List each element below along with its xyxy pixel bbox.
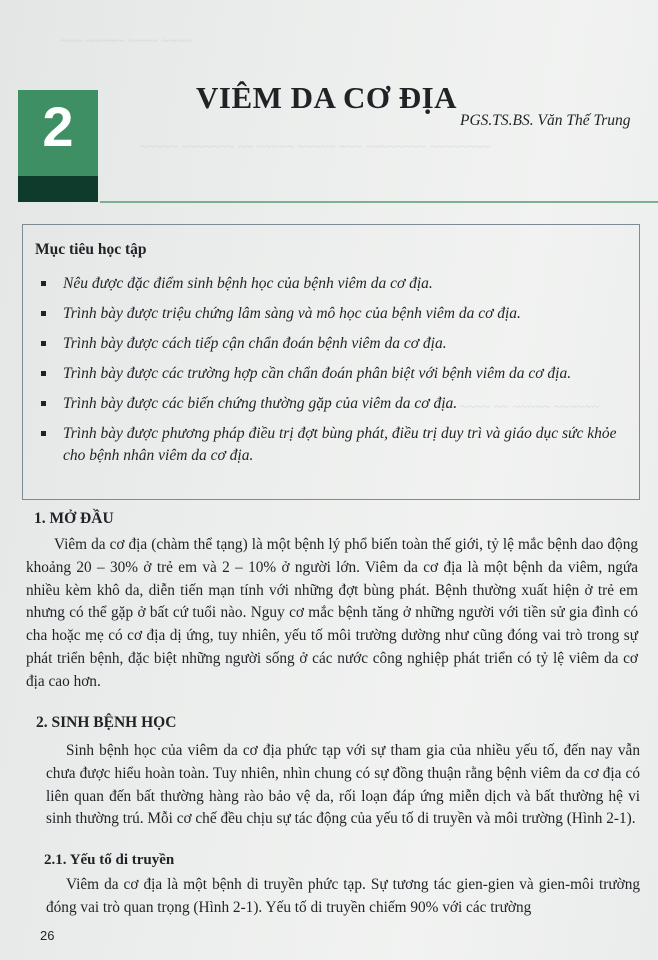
objective-item: Trình bày được triệu chứng lâm sàng và mô học của bệnh viêm da cơ địa. [63,303,633,325]
objective-item: Nêu được đặc điểm sinh bệnh học của bệnh viêm da cơ địa. [63,273,633,295]
bleed-through-text: ~~~~~ ~~~~~~~ ~~ ~~~~~ ~~~~~ ~~~ ~~~~~~~~ ~~~~~~~~ [140,140,491,155]
objectives-list [63,273,633,475]
bleed-through-text: ~~~~ ~~~ ~~~~ ~~ ~~~~~ ~~~~~~ [400,400,600,415]
bleed-through-text: ~~~ ~~~~~ ~~~~ ~~~~ [60,34,192,49]
chapter-number-block [18,90,98,202]
objective-item: Trình bày được cách tiếp cận chẩn đoán bệnh viêm da cơ địa. [63,333,633,355]
chapter-title: VIÊM DA CƠ ĐỊA [196,80,458,115]
chapter-author: PGS.TS.BS. Văn Thế Trung [460,112,631,129]
objective-item: Trình bày được các trường hợp cần chẩn đoán phân biệt với bệnh viêm da cơ địa. [63,363,633,385]
section-intro-paragraph: Viêm da cơ địa (chàm thể tạng) là một bệnh lý phổ biến toàn thế giới, tỷ lệ mắc bệnh dao động khoảng 20 – 30% ở trẻ em và 2 – 10% ở người lớn. Viêm da cơ địa là một bệnh da viêm, ngứa nhiều kèm khô da, diễn tiến mạn tính với những đợt bùng phát. Bệnh thường xuất hiện ở trẻ em nhưng có thể gặp ở bất cứ tuổi nào. Nguy cơ mắc bệnh tăng ở những người với tiền sử gia đình có cha hoặc mẹ có cơ địa dị ứng, tuy nhiên, yếu tố môi trường dường như cũng đóng vai trò trong sự phát triển bệnh, đặc biệt những người sống ở các nước công nghiệp phát triển có tỷ lệ viêm da cơ địa cao hơn. [26,536,638,690]
section-pathogenesis-paragraph: Sinh bệnh học của viêm da cơ địa phức tạp với sự tham gia của nhiều yếu tố, đến nay vẫn chưa được hiểu hoàn toàn. Tuy nhiên, nhìn chung có sự đồng thuận rằng bệnh viêm da cơ địa có liên quan đến bất thường hàng rào bảo vệ da, rối loạn đáp ứng miễn dịch và bất thường hệ vi sinh thường trú. Mỗi cơ chế đều chịu sự tác động của yếu tố di truyền và môi trường (Hình 2-1). [46,742,640,828]
section-heading-pathogenesis: 2. SINH BỆNH HỌC [36,714,177,731]
subsection-heading-genetics: 2.1. Yếu tố di truyền [44,852,175,868]
chapter-number: 2 [42,95,74,158]
objectives-heading: Mục tiêu học tập [35,241,147,258]
learning-objectives-box [22,224,640,500]
chapter-block-band [18,176,98,202]
page-number: 26 [40,928,55,943]
subsection-genetics-paragraph: Viêm da cơ địa là một bệnh di truyền phức tạp. Sự tương tác gien-gien và gien-môi trường đóng vai trò quan trọng (Hình 2-1). Yếu tố di truyền chiếm 90% với các trường [46,876,640,916]
objective-item: Trình bày được phương pháp điều trị đợt bùng phát, điều trị duy trì và giáo dục sức khỏe cho bệnh nhân viêm da cơ địa. [63,423,633,467]
title-divider [100,201,658,203]
section-heading-intro: 1. MỞ ĐẦU [34,510,114,527]
objective-item: Trình bày được các biến chứng thường gặp của viêm da cơ địa. [63,393,633,415]
